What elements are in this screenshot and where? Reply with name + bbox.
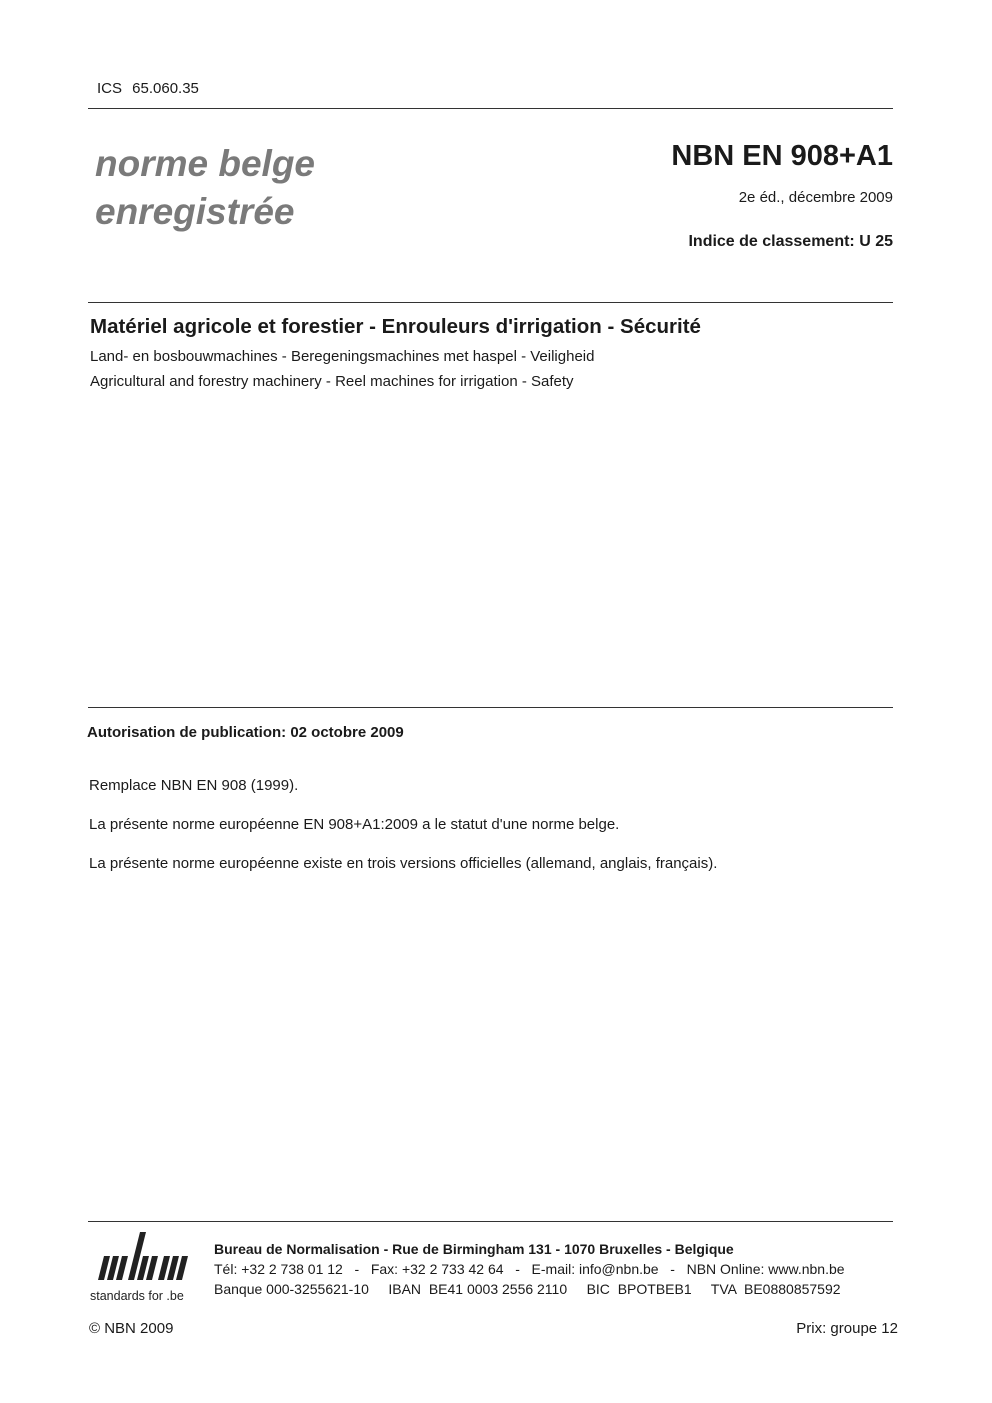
header-divider	[88, 108, 893, 109]
norme-status-line-2: enregistrée	[95, 191, 295, 232]
footer-divider	[88, 1221, 893, 1222]
title-english: Agricultural and forestry machinery - Reel machines for irrigation - Safety	[90, 373, 574, 390]
title-divider	[88, 302, 893, 303]
publication-authorisation: Autorisation de publication: 02 octobre 2009	[87, 724, 404, 741]
copyright: © NBN 2009	[89, 1320, 174, 1337]
edition-date: 2e éd., décembre 2009	[738, 189, 893, 206]
title-dutch: Land- en bosbouwmachines - Beregeningsmachines met haspel - Veiligheid	[90, 348, 595, 365]
bank-info: Banque 000-3255621-10 IBAN BE41 0003 2556 2110 BIC BPOTBEB1 TVA BE0880857592	[214, 1281, 841, 1297]
ics-code: ICS 65.060.35	[97, 80, 199, 97]
title-french: Matériel agricole et forestier - Enrouleurs d'irrigation - Sécurité	[90, 315, 701, 338]
nbn-logo	[88, 1226, 200, 1306]
note-status: La présente norme européenne EN 908+A1:2009 a le statut d'une norme belge.	[89, 816, 620, 833]
logo-tagline: standards for .be	[90, 1289, 184, 1303]
document-number: NBN EN 908+A1	[671, 140, 893, 172]
norme-status-line-1: norme belge	[95, 143, 315, 184]
body-divider	[88, 707, 893, 708]
nbn-logo-mark-icon	[88, 1226, 200, 1306]
norme-status-title	[95, 140, 315, 236]
price-group: Prix: groupe 12	[796, 1320, 898, 1337]
contact-info: Tél: +32 2 738 01 12 - Fax: +32 2 733 42 64 - E-mail: info@nbn.be - NBN Online: www.nbn.be	[214, 1261, 845, 1277]
classification-index: Indice de classement: U 25	[688, 233, 893, 250]
note-replaces: Remplace NBN EN 908 (1999).	[89, 777, 299, 794]
note-versions: La présente norme européenne existe en trois versions officielles (allemand, anglais, français).	[89, 855, 718, 872]
organisation-address: Bureau de Normalisation - Rue de Birmingham 131 - 1070 Bruxelles - Belgique	[214, 1241, 734, 1257]
